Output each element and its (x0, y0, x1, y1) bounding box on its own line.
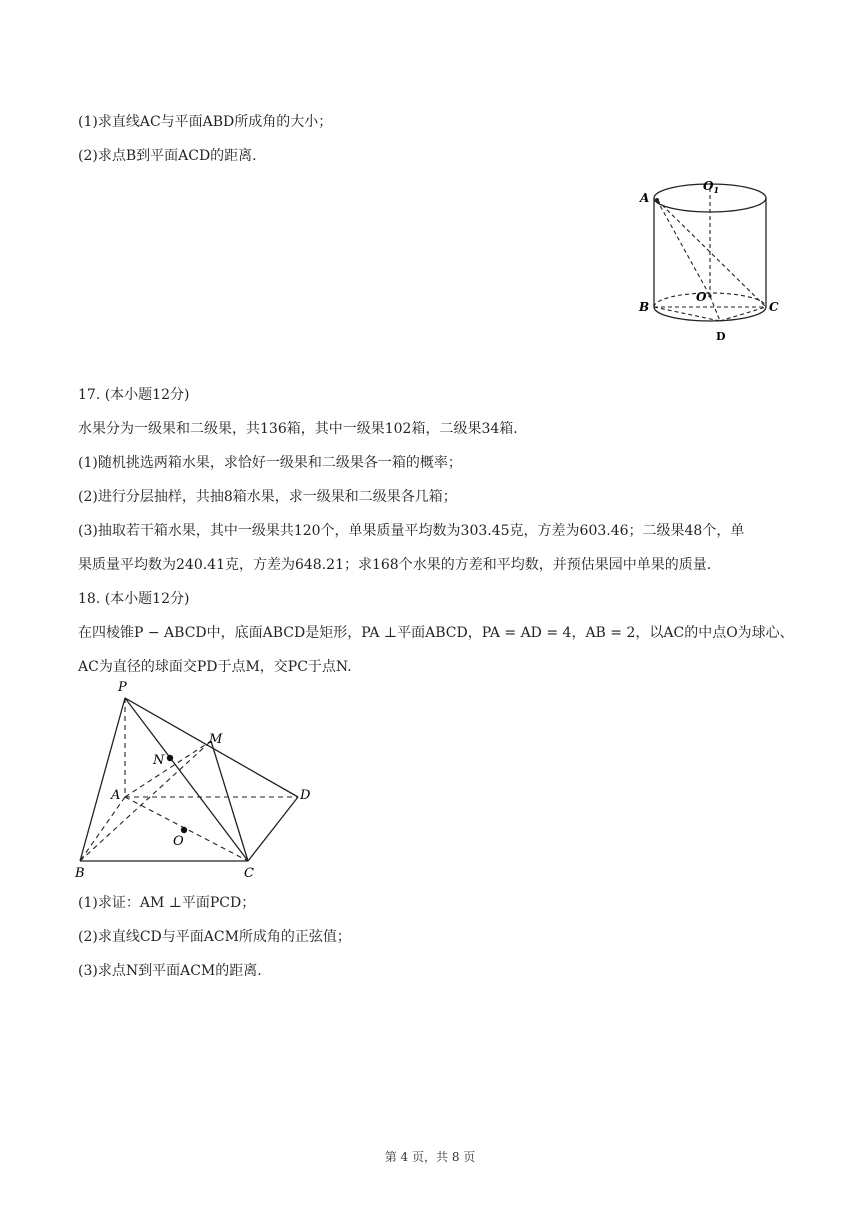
q17-header: 17. (本小题12分) (78, 387, 190, 403)
q16-part1: (1)求直线AC与平面ABD所成角的大小； (78, 114, 333, 130)
segment-b-m (80, 741, 211, 861)
cylinder-figure (630, 170, 790, 350)
q18-part2: (2)求直线CD与平面ACM所成角的正弦值； (78, 929, 351, 945)
label-d: D (300, 788, 311, 803)
q17-part3-line1: (3)抽取若干箱水果，其中一级果共120个，单果质量平均数为303.45克，方差为603.46；二级果48个，单 (78, 523, 745, 539)
label-n: N (153, 753, 165, 768)
label-a: A (111, 788, 121, 803)
point-o (708, 294, 711, 297)
q18-part1: (1)求证：AM ⊥平面PCD； (78, 895, 256, 911)
label-o1-sub: 1 (713, 185, 720, 195)
label-o1-main: O (703, 179, 714, 193)
q18-header: 18. (本小题12分) (78, 591, 190, 607)
edge-a-b (80, 797, 125, 861)
point-o (181, 827, 187, 833)
edge-p-c (125, 698, 248, 861)
segment-b-d (654, 307, 720, 321)
edge-p-d (125, 698, 298, 797)
label-c: C (769, 300, 779, 314)
label-o: O (696, 290, 707, 304)
label-b: B (639, 300, 650, 314)
label-o: O (173, 834, 184, 849)
label-b: B (75, 866, 85, 881)
label-c: C (244, 866, 254, 881)
label-m: M (209, 732, 223, 747)
q16-part2: (2)求点B到平面ACD的距离. (78, 148, 257, 164)
edge-m-c (211, 741, 248, 861)
edge-c-d (248, 797, 298, 861)
edge-p-b (80, 698, 125, 861)
q18-part3: (3)求点N到平面ACM的距离. (78, 963, 262, 979)
label-p: P (118, 680, 127, 695)
q18-stem-line2: AC为直径的球面交PD于点M，交PC于点N. (78, 659, 352, 675)
q18-stem-line1: 在四棱锥P − ABCD中，底面ABCD是矩形，PA ⊥平面ABCD，PA = AD = 4，AB = 2，以AC的中点O为球心、 (78, 625, 794, 641)
point-n (167, 755, 173, 761)
segment-a-c (657, 200, 766, 307)
pyramid-figure (70, 675, 330, 890)
page-footer: 第 4 页，共 8 页 (384, 1150, 476, 1164)
q17-part1: (1)随机挑选两箱水果，求恰好一级果和二级果各一箱的概率； (78, 455, 462, 471)
segment-a-o (657, 200, 710, 296)
point-a (655, 198, 659, 202)
label-d: D (716, 330, 726, 343)
segment-a-m (125, 741, 211, 797)
label-o1 (703, 179, 719, 195)
q17-part2: (2)进行分层抽样，共抽8箱水果，求一级果和二级果各几箱； (78, 489, 457, 505)
q17-part3-line2: 果质量平均数为240.41克，方差为648.21；求168个水果的方差和平均数，并预估果园中单果的质量. (78, 557, 712, 573)
q17-stem: 水果分为一级果和二级果，共136箱，其中一级果102箱，二级果34箱. (78, 421, 518, 437)
label-a: A (640, 191, 650, 205)
segment-o-d (710, 296, 720, 321)
